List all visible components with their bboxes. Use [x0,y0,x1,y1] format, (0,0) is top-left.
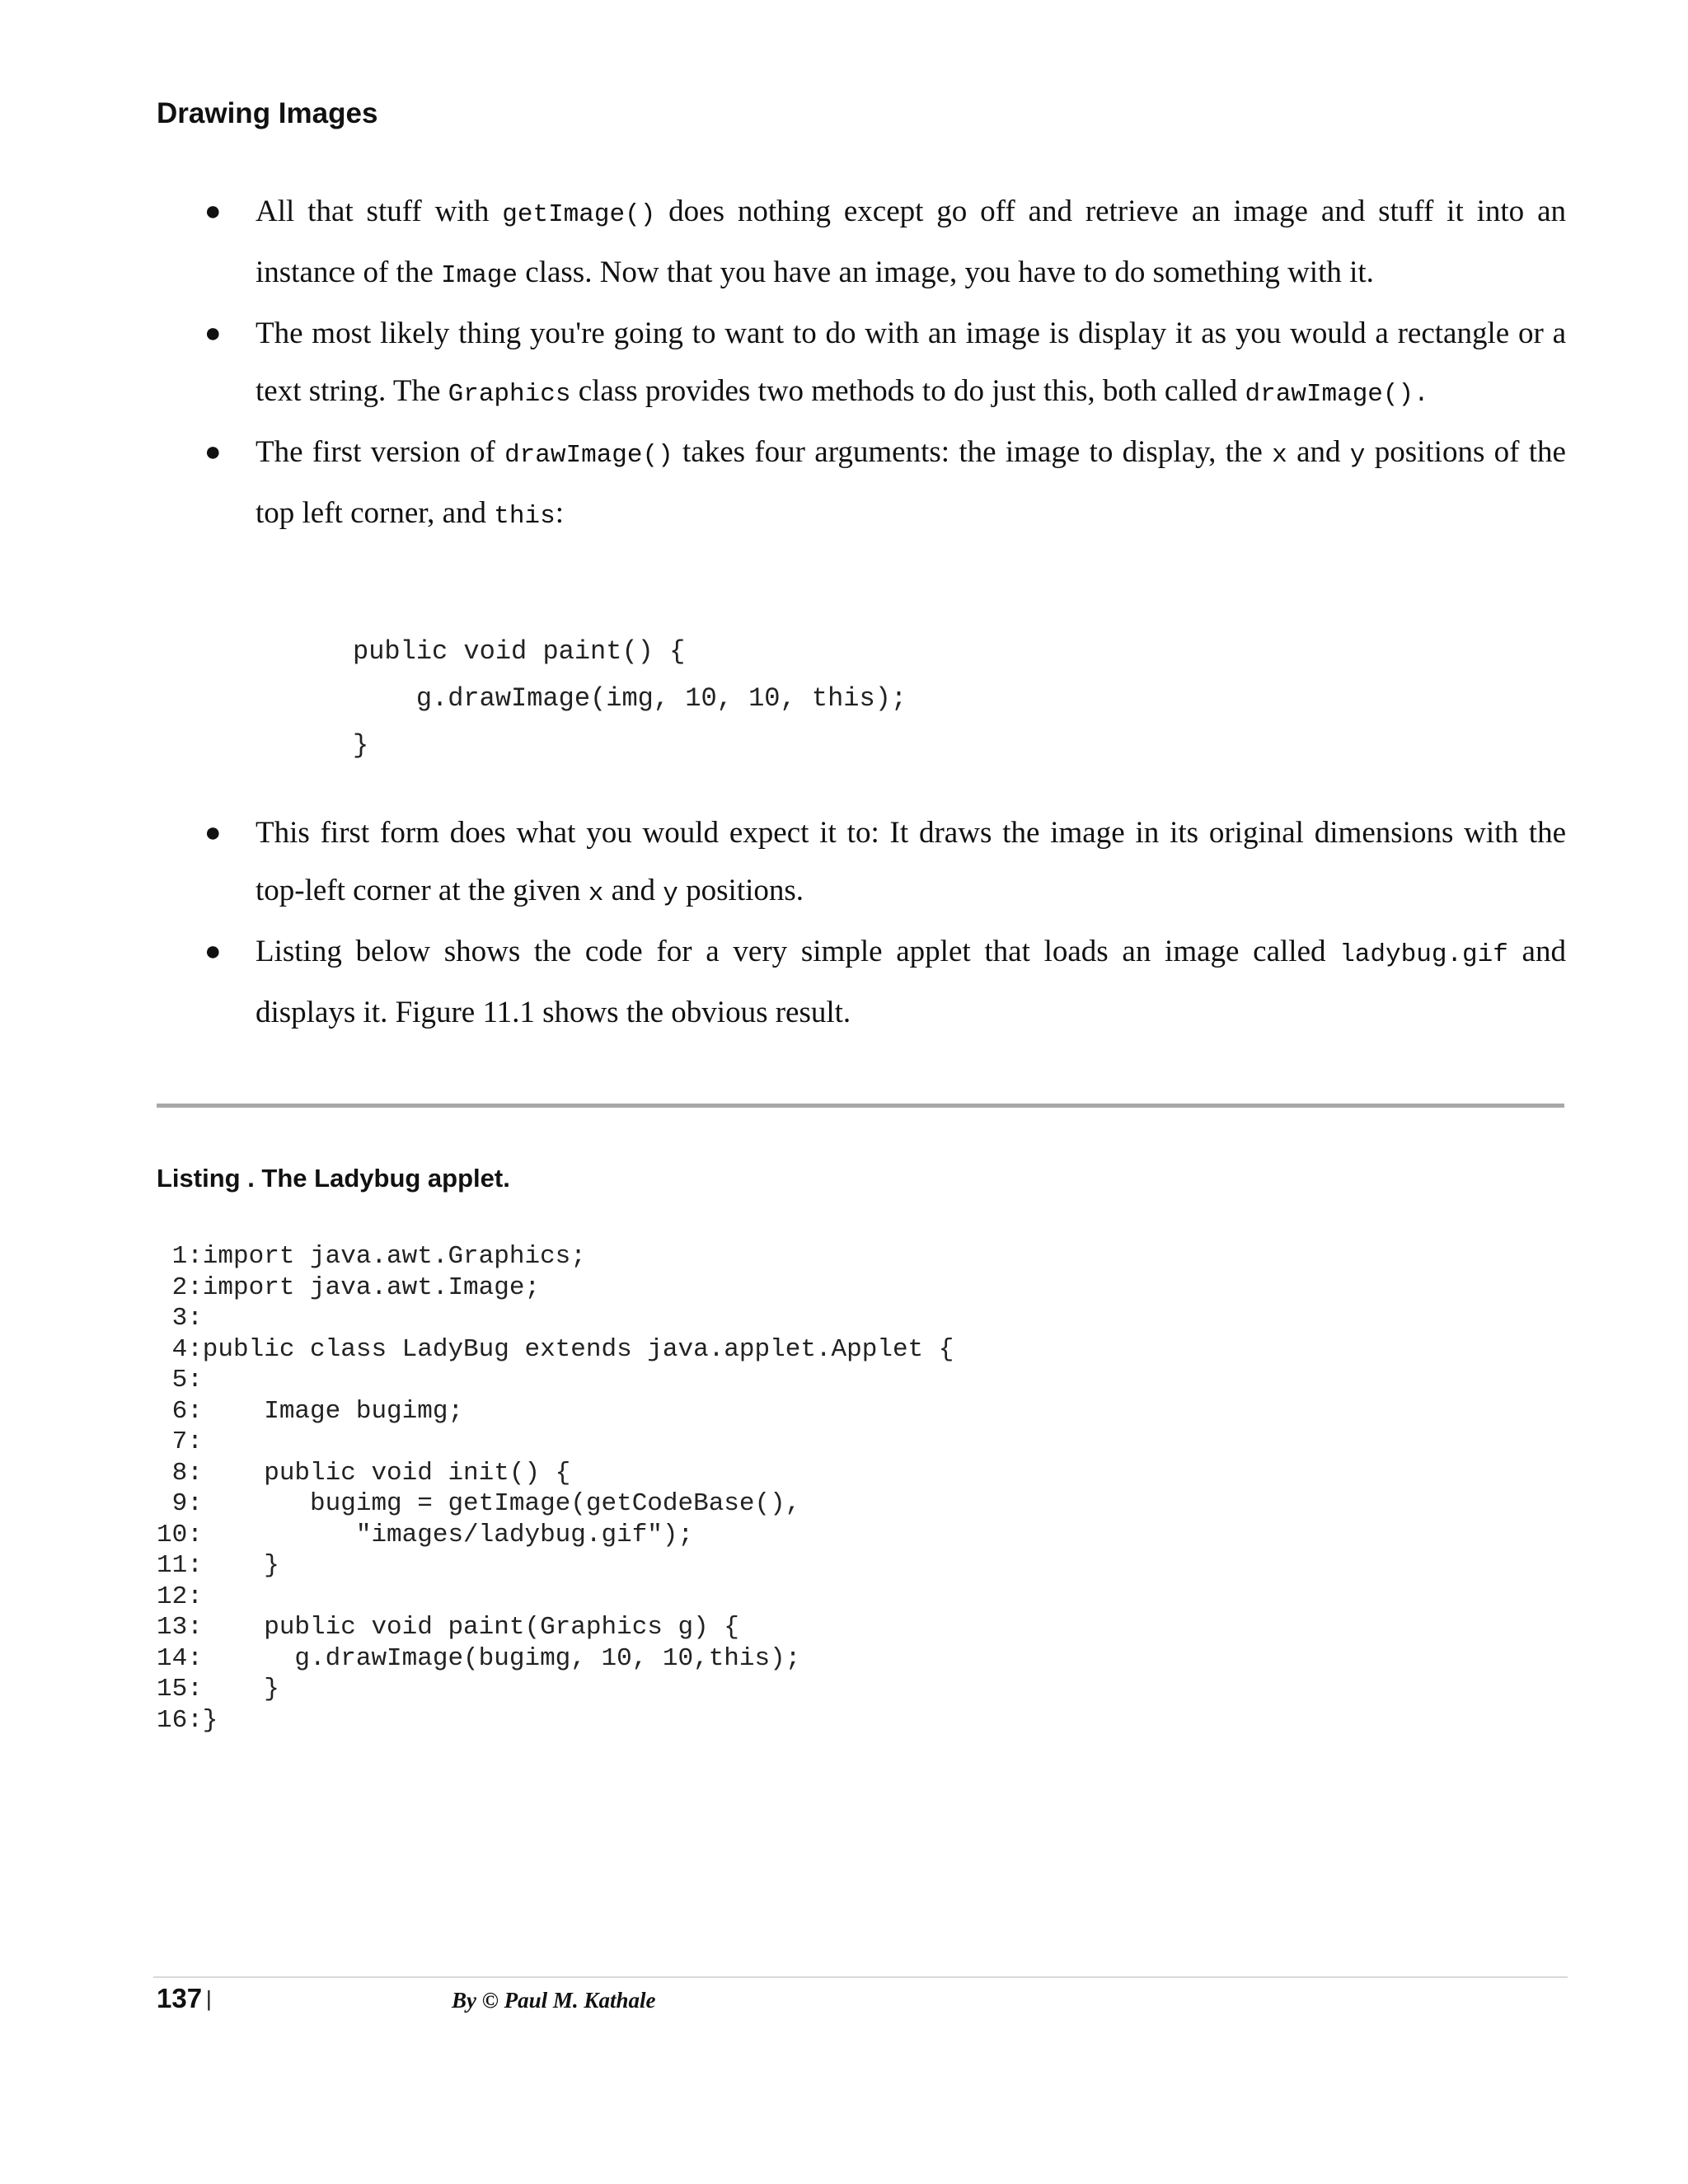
listing-line: 1:import java.awt.Graphics; [157,1242,586,1271]
inline-code: drawImage() [504,441,673,470]
bullet-text: All that stuff with [256,194,503,228]
inline-code: this [494,502,556,531]
listing-line: 15: } [157,1675,279,1704]
bullet-dot-icon: ● [204,318,222,349]
inline-code: y [663,879,678,908]
inline-code: ladybug.gif [1339,940,1508,969]
inline-code: getImage() [502,200,656,229]
footer-divider [153,1976,1568,1978]
bullet-dot-icon: ● [204,936,222,967]
bullet-text: The most likely thing you're going to want to do with an image is display it as you would a rectangle or a text string. The [256,316,1566,408]
bullet-text: class provides two methods to do just this, both called [570,374,1245,408]
listing-line: 10: "images/ladybug.gif"); [157,1520,694,1549]
bullet-text: and displays it. Figure 11.1 shows the obvious result. [256,935,1566,1029]
bullet-text: and [1287,435,1350,469]
listing-line: 9: bugimg = getImage(getCodeBase(), [157,1489,801,1518]
listing-line: 2:import java.awt.Image; [157,1272,541,1302]
bullet-item [198,183,1566,305]
listing-line: 16:} [157,1705,218,1735]
listing-title: Listing . The Ladybug applet. [157,1164,510,1193]
bullet-text: positions of the top left corner, and [256,435,1566,530]
author-credit: By © Paul M. Kathale [452,1988,656,2013]
bullet-item [198,923,1566,1042]
bullet-text: The first version of [256,435,505,469]
bullet-text: class. Now that you have an image, you have to do something with it. [518,255,1374,289]
inline-code: drawImage(). [1245,380,1429,409]
bullet-item [198,804,1566,923]
listing-line: 4:public class LadyBug extends java.applet.Applet { [157,1334,954,1364]
inline-code: y [1349,441,1366,470]
listing-line: 7: [157,1427,203,1456]
listing-line: 13: public void paint(Graphics g) { [157,1613,739,1642]
inline-code: Graphics [448,380,571,409]
listing-line: 12: [157,1582,203,1611]
page-number-separator: | [206,1986,212,2011]
listing-line: 5: [157,1366,203,1394]
bullet-text: does nothing except go off and retrieve an image and stuff it into an instance of the [256,194,1566,289]
listing-line: 11: } [157,1551,279,1580]
section-heading: Drawing Images [157,97,378,129]
bullet-item [198,305,1566,424]
page-number: 137 [157,1983,203,2013]
bullet-list-bottom [198,804,1566,1042]
bullet-text: : [555,496,564,530]
bullet-text: Listing below shows the code for a very simple applet that loads an image called [256,935,1340,968]
listing-line: 3: [157,1304,203,1333]
inline-code: x [588,879,604,908]
bullet-text: and [603,874,663,907]
bullet-text: positions. [678,874,804,907]
bullet-text: takes four arguments: the image to display, the [673,435,1273,469]
inline-code: Image [441,261,518,290]
code-listing [157,1241,954,1736]
bullet-text: This first form does what you would expect it to: It draws the image in its original dimensions with the top-left corner at the given [256,816,1566,907]
listing-line: 14: g.drawImage(bugimg, 10, 10,this); [157,1643,801,1673]
listing-line: 8: public void init() { [157,1458,571,1488]
bullet-item [198,424,1566,546]
listing-line: 6: Image bugimg; [157,1396,464,1426]
horizontal-rule [157,1104,1564,1108]
code-example: public void paint() { g.drawImage(img, 10, 10, this); } [353,636,907,761]
inline-code: x [1272,441,1287,470]
bullet-list-top [198,183,1566,546]
bullet-dot-icon: ● [204,437,222,467]
bullet-dot-icon: ● [204,818,222,848]
bullet-dot-icon: ● [204,196,222,227]
